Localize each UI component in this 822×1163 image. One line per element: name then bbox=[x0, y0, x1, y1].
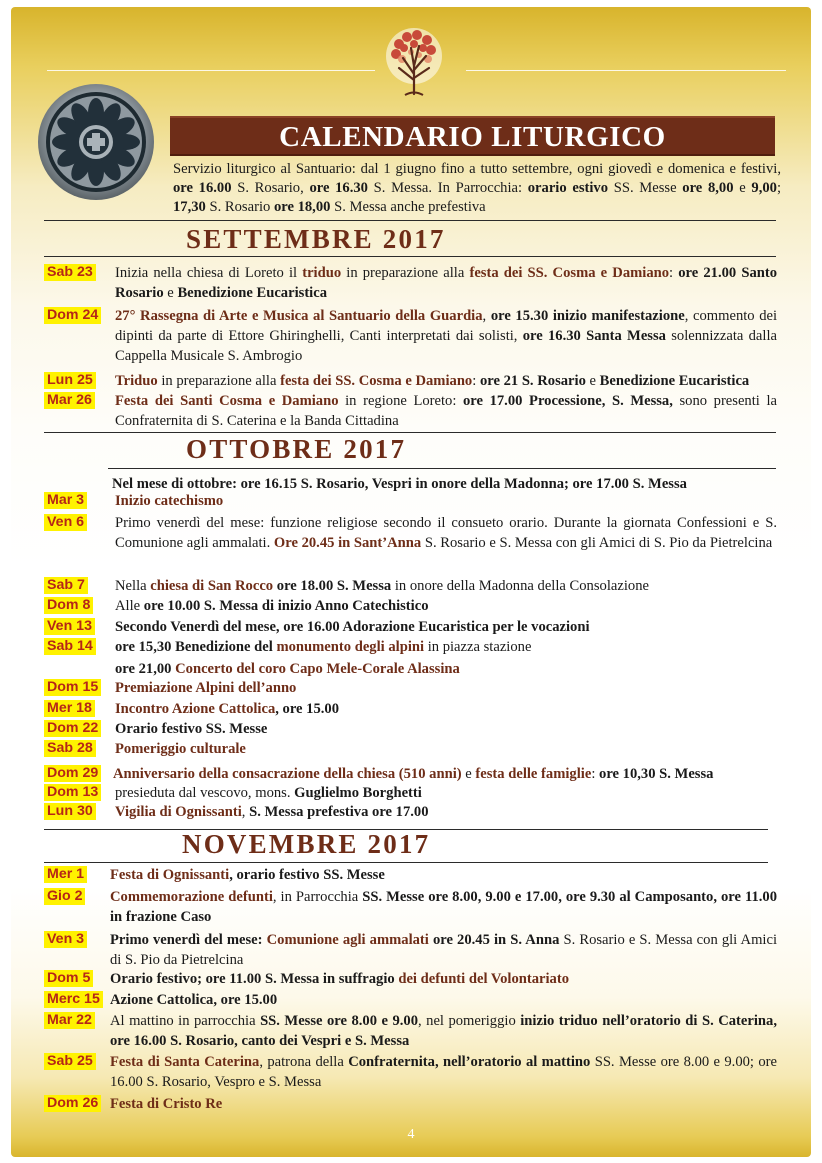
entry-text bbox=[115, 306, 777, 366]
text-segment: S. Rosario e S. Messa con gli Amici di S. Pio da Pietrelcina bbox=[110, 932, 778, 968]
text-segment: Festa dei Santi Cosma e Damiano bbox=[115, 393, 339, 409]
text-segment: dei defunti del Volontariato bbox=[398, 971, 570, 987]
text-segment: S. Rosario, bbox=[231, 180, 310, 196]
text-segment: ; bbox=[776, 180, 781, 196]
date-badge: Sab 7 bbox=[44, 577, 88, 594]
text-segment: Servizio liturgico al Santuario: dal 1 giugno fino a tutto settembre, ogni giovedì e domenica e festivi, bbox=[173, 161, 781, 177]
text-segment: ore 16.30 Santa Messa bbox=[522, 328, 666, 344]
text-segment: SS. Messe bbox=[608, 180, 683, 196]
entry-text bbox=[115, 371, 777, 391]
text-segment: in preparazione alla bbox=[157, 373, 281, 389]
text-segment: inizio triduo nell’oratorio di S. Caterina, ore 16.00 S. Rosario, canto dei Vespri e S. Messa bbox=[110, 1013, 777, 1049]
text-segment: Incontro Azione Cattolica bbox=[115, 701, 276, 717]
month-title-settembre: SETTEMBRE 2017 bbox=[186, 224, 446, 254]
text-segment: S. Messa prefestiva ore 17.00 bbox=[249, 804, 429, 820]
date-badge: Lun 30 bbox=[44, 803, 96, 820]
text-segment: SS. Messe ore 8.00 e 9.00 bbox=[260, 1013, 419, 1029]
text-segment: Ore 20.45 in Sant’Anna bbox=[273, 535, 422, 551]
date-badge: Mer 18 bbox=[44, 700, 95, 717]
header-rule-left bbox=[47, 70, 375, 71]
text-segment: festa delle famiglie bbox=[475, 766, 592, 782]
date-badge: Dom 13 bbox=[44, 784, 101, 801]
text-segment: S. Rosario bbox=[205, 199, 274, 215]
text-segment: presieduta dal vescovo, mons. bbox=[115, 785, 295, 801]
text-segment: sono presenti la Confraternita di S. Caterina e la Banda Cittadina bbox=[115, 393, 777, 429]
text-segment: Inizia nella chiesa di Loreto il bbox=[115, 265, 303, 281]
entry-text bbox=[110, 990, 777, 1010]
entry-text bbox=[110, 1094, 777, 1114]
date-badge: Ven 3 bbox=[44, 931, 87, 948]
text-segment: Guglielmo Borghetti bbox=[294, 785, 422, 801]
text-segment: S. Messa. In Parrocchia: bbox=[367, 180, 528, 196]
text-segment: solennizzata dalla Cappella Musicale S. Ambrogio bbox=[115, 328, 777, 364]
entry-text bbox=[110, 930, 777, 970]
date-badge: Sab 28 bbox=[44, 740, 96, 757]
text-segment: , bbox=[482, 308, 491, 324]
text-segment: e bbox=[733, 180, 752, 196]
text-segment: Commemorazione defunti bbox=[110, 889, 273, 905]
text-segment: in onore della Madonna della Consolazione bbox=[391, 578, 649, 594]
text-segment: festa dei SS. Cosma e Damiano bbox=[280, 373, 473, 389]
entry-text bbox=[115, 391, 777, 431]
date-badge: Dom 8 bbox=[44, 597, 93, 614]
entry-text bbox=[115, 513, 777, 553]
text-segment: 27° Rassegna di Arte e Musica al Santuario della Guardia bbox=[115, 308, 483, 324]
date-badge: Dom 15 bbox=[44, 679, 101, 696]
text-segment: Festa di Santa Caterina bbox=[110, 1054, 260, 1070]
entry-text bbox=[110, 969, 777, 989]
text-segment: Primo venerdì del mese: bbox=[110, 932, 267, 948]
text-segment: Vigilia di Ognissanti bbox=[115, 804, 242, 820]
entry-text bbox=[115, 719, 777, 739]
text-segment: , patrona della bbox=[259, 1054, 349, 1070]
text-segment: , orario festivo SS. Messe bbox=[229, 867, 385, 883]
date-badge: Mer 1 bbox=[44, 866, 87, 883]
entry-text bbox=[115, 263, 777, 303]
text-segment: in piazza stazione bbox=[424, 639, 532, 655]
date-badge: Dom 22 bbox=[44, 720, 101, 737]
date-badge: Sab 25 bbox=[44, 1053, 96, 1070]
text-segment: Alle bbox=[115, 598, 144, 614]
rose-window-image bbox=[37, 83, 155, 201]
text-segment: , ore 15.00 bbox=[275, 701, 340, 717]
text-segment: ore 21 S. Rosario bbox=[479, 373, 586, 389]
text-segment: Confraternita, nell’oratorio al mattino bbox=[348, 1054, 591, 1070]
date-badge: Gio 2 bbox=[44, 888, 85, 905]
text-segment: : bbox=[669, 265, 679, 281]
text-segment: Nella bbox=[115, 578, 151, 594]
entry-text bbox=[115, 678, 777, 698]
text-segment: Premiazione Alpini dell’anno bbox=[115, 680, 297, 696]
date-badge: Ven 13 bbox=[44, 618, 95, 635]
text-segment: : bbox=[472, 373, 480, 389]
month-title-ottobre: OTTOBRE 2017 bbox=[186, 434, 407, 464]
text-segment: Triduo bbox=[115, 373, 158, 389]
text-segment: orario estivo bbox=[527, 180, 609, 196]
date-badge: Dom 29 bbox=[44, 765, 101, 782]
text-segment: 17,30 bbox=[173, 199, 206, 215]
text-segment: Comunione agli ammalati bbox=[266, 932, 429, 948]
text-segment: ore 10.00 S. Messa di inizio Anno Catechistico bbox=[143, 598, 429, 614]
rule-below-novembre bbox=[44, 862, 768, 863]
rule-above-ottobre bbox=[44, 432, 776, 433]
rule-below-ottobre bbox=[108, 468, 776, 469]
header-rule-right bbox=[466, 70, 786, 71]
text-segment: Secondo Venerdì del mese, ore 16.00 Adorazione Eucaristica per le vocazioni bbox=[115, 619, 590, 635]
text-segment: Inizio catechismo bbox=[115, 493, 224, 509]
month-title-novembre: NOVEMBRE 2017 bbox=[182, 829, 431, 859]
date-badge: Sab 23 bbox=[44, 264, 96, 281]
entry-text bbox=[115, 699, 777, 719]
text-segment: 9,00 bbox=[751, 180, 777, 196]
text-segment: Azione Cattolica, ore 15.00 bbox=[110, 992, 278, 1008]
text-segment: ore 16.00 bbox=[173, 180, 232, 196]
text-segment: ore 20.45 in S. Anna bbox=[432, 932, 560, 948]
page-title: CALENDARIO LITURGICO bbox=[279, 121, 666, 153]
text-segment: Concerto del coro Capo Mele-Corale Alassina bbox=[175, 661, 460, 677]
text-segment: : bbox=[591, 766, 600, 782]
text-segment: S. Messa anche prefestiva bbox=[330, 199, 486, 215]
text-segment: e bbox=[585, 373, 600, 389]
text-segment: Orario festivo SS. Messe bbox=[115, 721, 268, 737]
date-badge: Dom 26 bbox=[44, 1095, 101, 1112]
entry-text bbox=[110, 887, 777, 927]
rule-below-settembre bbox=[44, 256, 776, 257]
text-segment: Anniversario della consacrazione della chiesa (510 anni) bbox=[113, 766, 462, 782]
text-segment: Primo venerdì del mese: funzione religiose secondo il consueto orario. Durante la giornata Confessioni e S. Comunione agli ammalati. bbox=[115, 515, 777, 551]
text-segment: ore 15,30 Benedizione del bbox=[115, 639, 277, 655]
date-badge: Merc 15 bbox=[44, 991, 103, 1008]
date-badge: Dom 24 bbox=[44, 307, 101, 324]
rule-below-intro bbox=[44, 220, 776, 221]
entry-text bbox=[110, 1011, 777, 1051]
text-segment: ore 21.00 Santo Rosario bbox=[115, 265, 778, 301]
date-badge: Mar 22 bbox=[44, 1012, 95, 1029]
text-segment: , nel pomeriggio bbox=[418, 1013, 521, 1029]
entry-text bbox=[115, 617, 777, 637]
title-banner bbox=[170, 116, 775, 156]
entry-text bbox=[115, 739, 777, 759]
entry-text bbox=[110, 865, 777, 885]
text-segment: Festa di Ognissanti bbox=[110, 867, 230, 883]
page-number: 4 bbox=[407, 1127, 415, 1142]
text-segment: , in Parrocchia bbox=[272, 889, 363, 905]
text-segment: triduo bbox=[302, 265, 342, 281]
text-segment: e bbox=[461, 766, 476, 782]
text-segment: Benedizione Eucaristica bbox=[177, 285, 328, 301]
entry-text bbox=[115, 576, 777, 596]
tree-logo-icon bbox=[383, 26, 445, 102]
date-badge: Sab 14 bbox=[44, 638, 96, 655]
text-segment: , commento dei dipinti da parte di Ettore Ghiringhelli, Canti interpretati dai solisti, bbox=[115, 308, 778, 344]
entry-text bbox=[115, 491, 777, 511]
text-segment: ore 16.30 bbox=[309, 180, 368, 196]
text-segment: ore 21,00 bbox=[115, 661, 176, 677]
text-segment: chiesa di San Rocco bbox=[150, 578, 274, 594]
entry-text bbox=[115, 659, 777, 679]
text-segment: ore 18,00 bbox=[273, 199, 331, 215]
text-segment: Orario festivo; ore 11.00 S. Messa in suffragio bbox=[110, 971, 399, 987]
text-segment: ore 8,00 bbox=[682, 180, 734, 196]
text-segment: e bbox=[163, 285, 178, 301]
text-segment: Pomeriggio culturale bbox=[115, 741, 246, 757]
entry-text bbox=[115, 637, 777, 657]
text-segment: SS. Messe ore 8.00, 9.00 e 17.00, ore 9.30 al Camposanto, ore 11.00 in frazione Caso bbox=[110, 889, 777, 925]
entry-text bbox=[113, 764, 777, 784]
date-badge: Lun 25 bbox=[44, 372, 96, 389]
entry-text bbox=[110, 1052, 777, 1092]
text-segment: ore 18.00 S. Messa bbox=[276, 578, 392, 594]
text-segment: S. Rosario e S. Messa con gli Amici di S. Pio da Pietrelcina bbox=[421, 535, 773, 551]
text-segment: in preparazione alla bbox=[341, 265, 470, 281]
date-badge: Ven 6 bbox=[44, 514, 87, 531]
text-segment: festa dei SS. Cosma e Damiano bbox=[469, 265, 670, 281]
text-segment: monumento degli alpini bbox=[276, 639, 425, 655]
text-segment: Benedizione Eucaristica bbox=[599, 373, 750, 389]
text-segment: ore 10,30 S. Messa bbox=[599, 766, 714, 782]
date-badge: Mar 26 bbox=[44, 392, 95, 409]
intro-paragraph bbox=[173, 160, 781, 217]
date-badge: Mar 3 bbox=[44, 492, 87, 509]
text-segment: Festa di Cristo Re bbox=[110, 1096, 223, 1112]
text-segment: Nel mese di ottobre: ore 16.15 S. Rosario, Vespri in onore della Madonna; ore 17.00 S. Messa bbox=[112, 476, 687, 492]
date-badge: Dom 5 bbox=[44, 970, 93, 987]
entry-text bbox=[115, 596, 777, 616]
text-segment: SS. Messe ore 8.00 e 9.00; ore 16.00 S. Rosario, Vespro e S. Messa bbox=[110, 1054, 777, 1090]
text-segment: ore 15.30 inizio manifestazione bbox=[490, 308, 685, 324]
text-segment: , bbox=[241, 804, 250, 820]
entry-text bbox=[115, 802, 777, 822]
entry-text bbox=[115, 783, 777, 803]
text-segment: ore 17.00 Processione, S. Messa, bbox=[463, 393, 673, 409]
text-segment: in regione Loreto: bbox=[338, 393, 463, 409]
text-segment: Al mattino in parrocchia bbox=[110, 1013, 261, 1029]
